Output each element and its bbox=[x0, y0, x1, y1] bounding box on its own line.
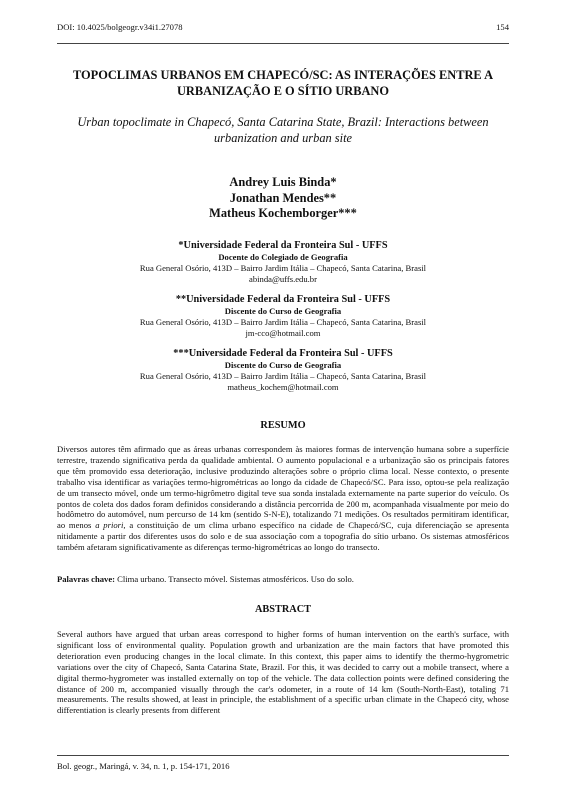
footer-rule bbox=[57, 755, 509, 756]
affiliation-name: *Universidade Federal da Fronteira Sul - UFFS bbox=[178, 240, 388, 251]
keywords-label: Palavras chave: bbox=[57, 574, 115, 584]
affiliation-address: Rua General Osório, 413D – Bairro Jardim Itália – Chapecó, Santa Catarina, Brasil bbox=[139, 263, 427, 273]
doi[interactable]: DOI: 10.4025/bolgeogr.v34i1.27078 bbox=[57, 22, 183, 32]
author-name: Andrey Luis Binda* bbox=[229, 175, 337, 189]
affiliation-role: Docente do Colegiado de Geografia bbox=[218, 252, 348, 262]
footer-citation: Bol. geogr., Maringá, v. 34, n. 1, p. 154-171, 2016 bbox=[57, 761, 230, 771]
affiliation-email[interactable]: abinda@uffs.edu.br bbox=[249, 274, 317, 284]
resumo-text-part: , a constituição de um clima urbano específico na cidade de Chapecó/SC, cuja diferenciação se apresenta nitidamente a partir dos diferentes usos do solo e de sua associação com a topografia do sítio urbano. Os sistemas atmosféricos também afetaram significativamente as diferenças termo-higrométricas ao longo do transecto. bbox=[57, 520, 509, 553]
affiliation-email[interactable]: jm-cco@hotmail.com bbox=[245, 328, 321, 338]
affiliation bbox=[57, 293, 509, 339]
resumo-text-part: Diversos autores têm afirmado que as áreas urbanas correspondem às maiores formas de intervenção humana sobre a superfície terrestre, trazendo significativa perda da qualidade ambiental. O aumento populacional e a urbanização são os principais fatores que têm promovido essa deterioração, inclusive produzindo alterações sobre o próprio clima local. Nesse contexto, o presente trabalho visa identificar as variações termo-higrométricas ao longo da cidade de Chapecó/SC. Para isso, optou-se pela realização de um transecto móvel, onde um termo-higrômetro digital teve sua sonda instalada externamente na parte superior do veículo. Os pontos de coleta dos dados foram definidos considerando a distância percorrida de 200 m, acompanhada visualmente por meio do hodômetro do automóvel, num percurso de 14 km (sentido S-N-E), totalizando 71 medições. Os resultados permitiram identificar, ao menos bbox=[57, 444, 509, 531]
affiliation bbox=[57, 347, 509, 393]
affiliation-address: Rua General Osório, 413D – Bairro Jardim Itália – Chapecó, Santa Catarina, Brasil bbox=[139, 317, 427, 327]
abstract-heading: ABSTRACT bbox=[254, 604, 312, 615]
affiliation-name: **Universidade Federal da Fronteira Sul - UFFS bbox=[175, 294, 391, 305]
affiliation-role: Discente do Curso de Geografia bbox=[224, 360, 342, 370]
title-pt-line: URBANIZAÇÃO E O SÍTIO URBANO bbox=[176, 83, 390, 98]
abstract-text: Several authors have argued that urban areas correspond to higher forms of human intervention on the earth's surface, with significant loss of environmental quality. Population growth and urbanization are the main factors that have promoted this deterioration even producing changes in the local climate. In this context, this paper aims to identify the thermo-hygrometric variations over the city of Chapecó, Santa Catarina State, Brazil. For this, it was decided to carry out a mobile transect, where a digital thermo-hygrometer was installed externally on top of the vehicle. The data collection points were defined considering the distance of 200 m, accompanied visually through the car's odometer, in a route of 14 km (South-North-East), totaling 71 measurements. The results showed, at least in principle, the establishment of a specific urban climate in the Chapecó city, whose differentiation is clearly presents from different bbox=[57, 629, 509, 716]
author-name: Matheus Kochemborger*** bbox=[209, 206, 357, 220]
header-rule bbox=[57, 43, 509, 44]
affiliation-email[interactable]: matheus_kochem@hotmail.com bbox=[227, 382, 339, 392]
title-en-line: Urban topoclimate in Chapecó, Santa Catarina State, Brazil: Interactions between bbox=[77, 115, 489, 129]
author-name: Jonathan Mendes** bbox=[229, 190, 337, 205]
author-list bbox=[57, 175, 509, 222]
resumo-text bbox=[57, 444, 509, 553]
title-english bbox=[57, 115, 509, 146]
affiliation-address: Rua General Osório, 413D – Bairro Jardim Itália – Chapecó, Santa Catarina, Brasil bbox=[139, 371, 427, 381]
title-pt-line: TOPOCLIMAS URBANOS EM CHAPECÓ/SC: AS INTERAÇÕES ENTRE A bbox=[72, 68, 494, 82]
resumo-heading: RESUMO bbox=[260, 420, 306, 431]
keywords-text: Clima urbano. Transecto móvel. Sistemas atmosféricos. Uso do solo. bbox=[115, 574, 354, 584]
title-portuguese bbox=[57, 68, 509, 99]
page-number: 154 bbox=[496, 22, 509, 32]
title-en-line: urbanization and urban site bbox=[213, 130, 353, 145]
affiliation bbox=[57, 239, 509, 285]
affiliation-name: ***Universidade Federal da Fronteira Sul - UFFS bbox=[173, 348, 393, 359]
resumo-italic: a priori bbox=[95, 520, 124, 531]
affiliation-role: Discente do Curso de Geografia bbox=[224, 306, 342, 316]
keywords bbox=[57, 574, 509, 585]
